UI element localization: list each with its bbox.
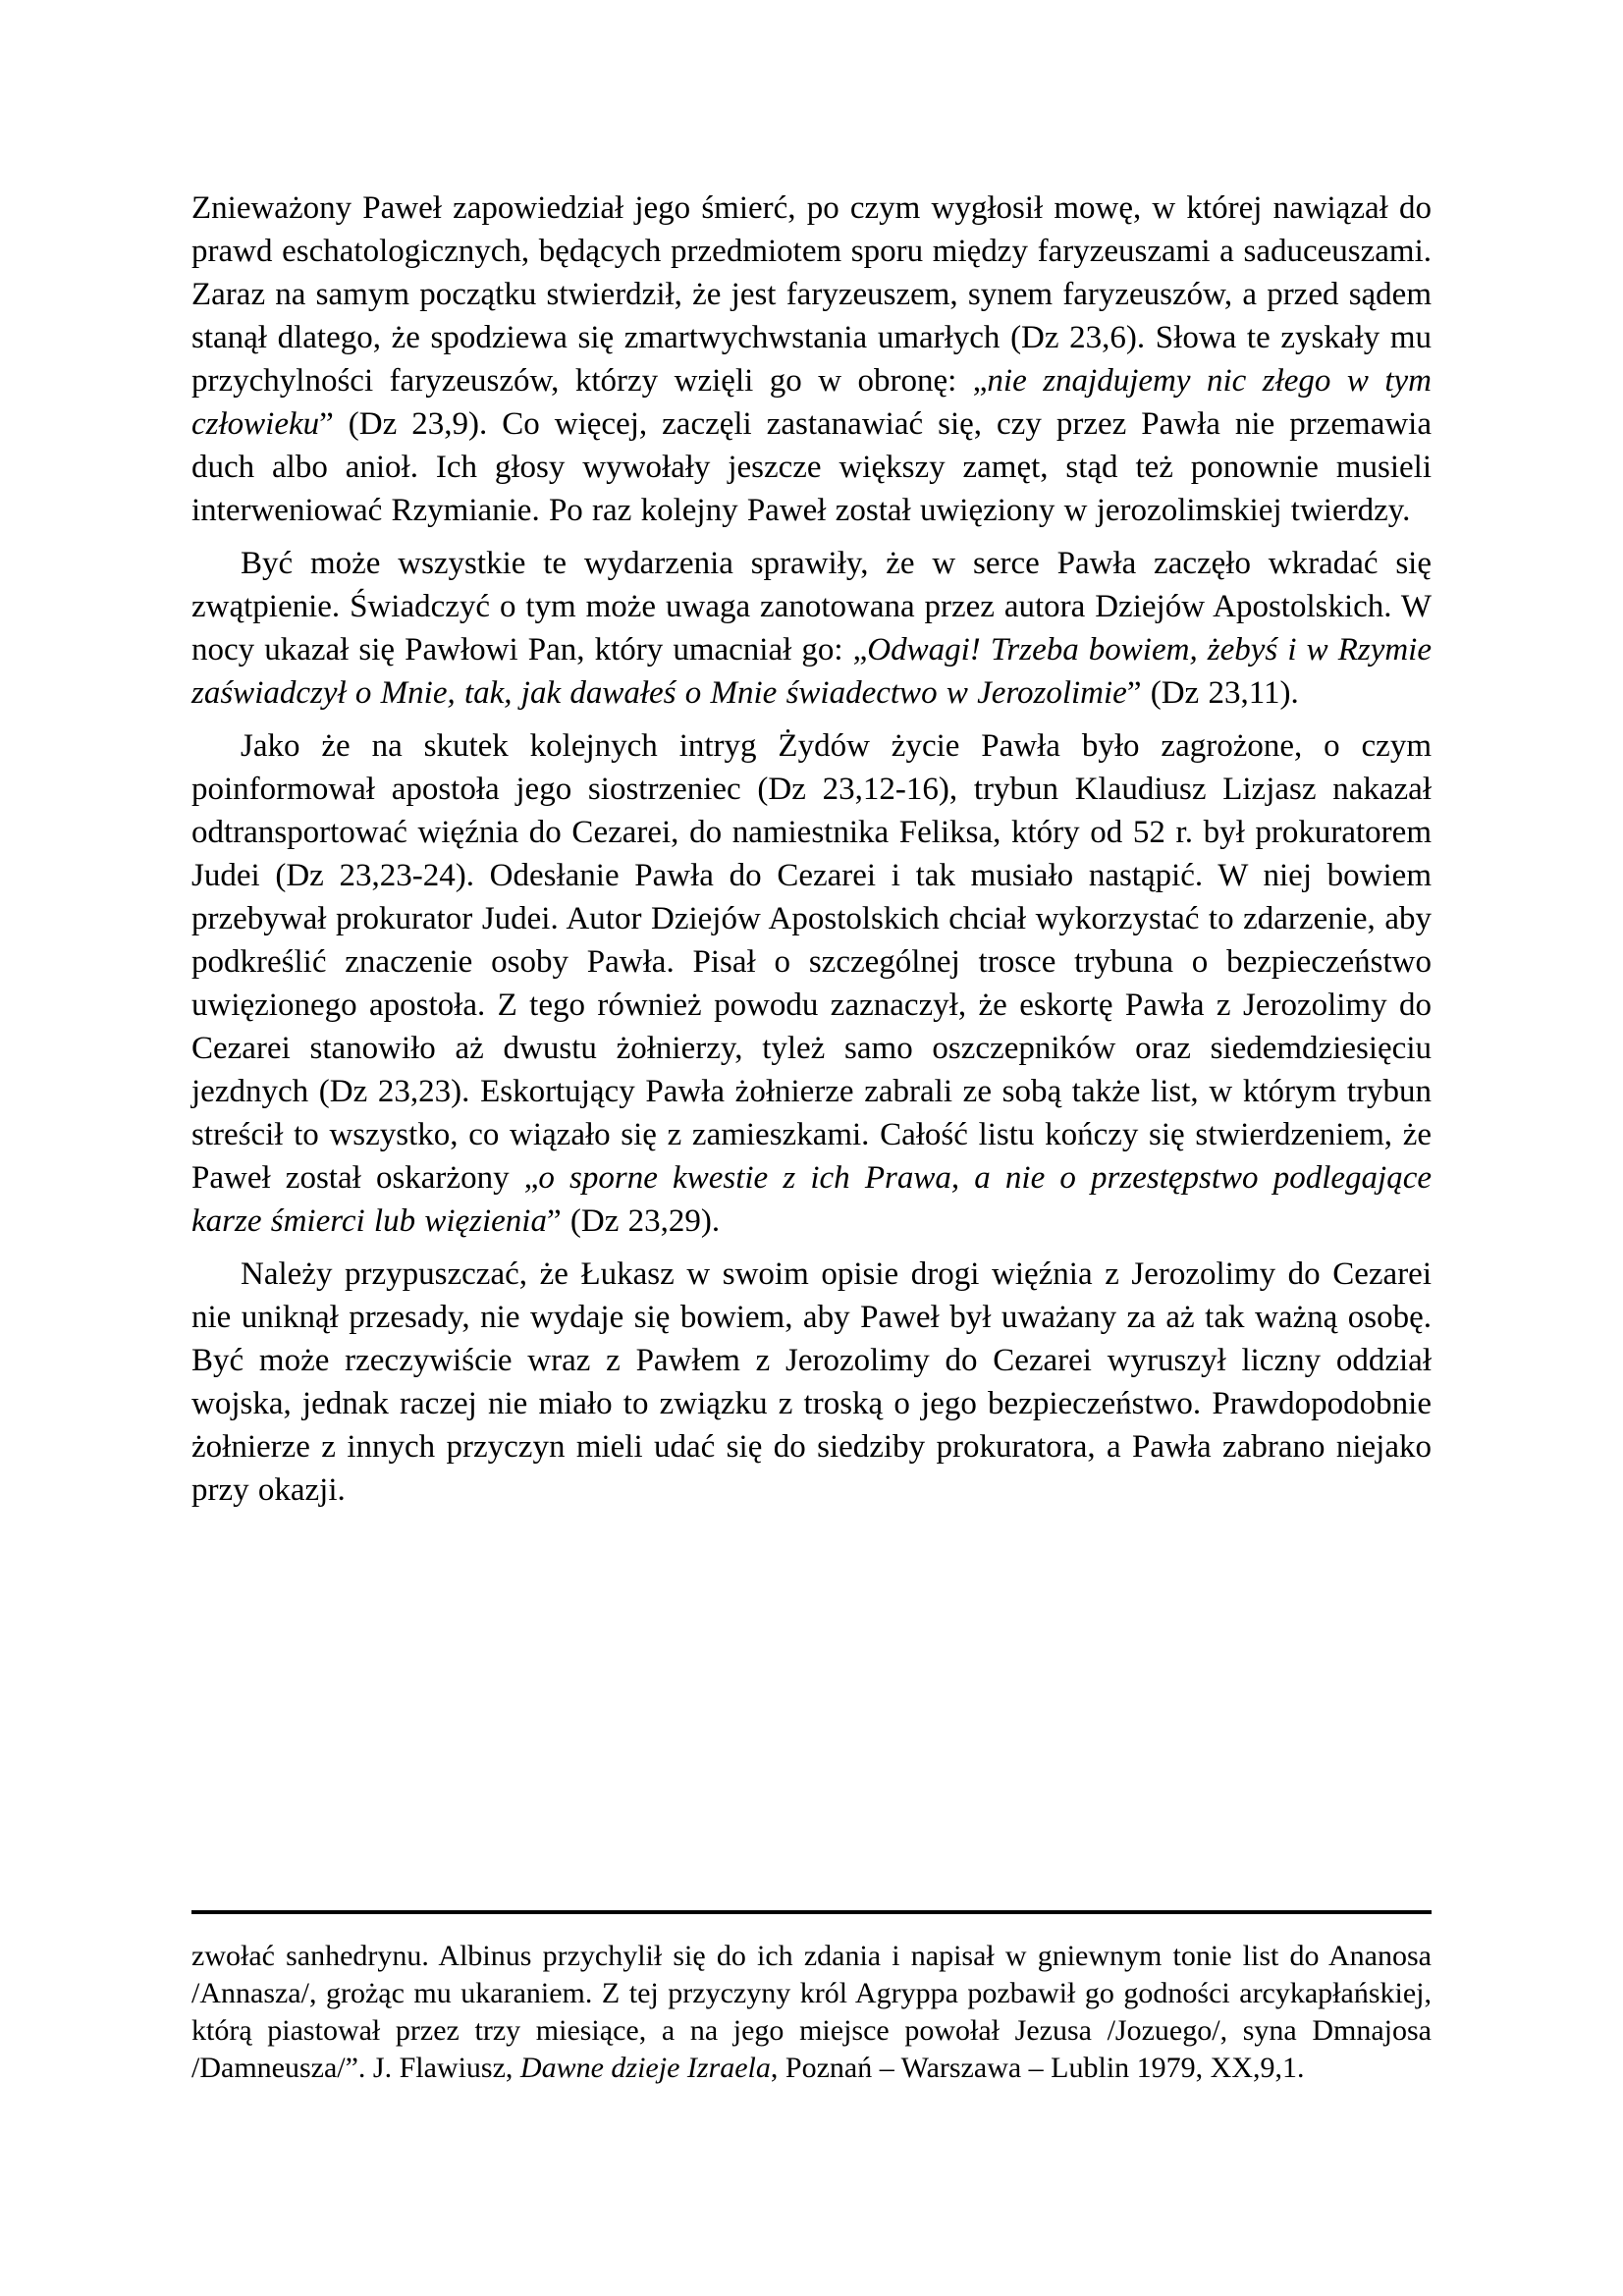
footnote-section — [191, 1910, 1432, 2087]
paragraph-3 — [191, 724, 1432, 1243]
italic-text-run: Dawne dzieje Izraela — [519, 2052, 771, 2084]
text-run: zwołać sanhedrynu. Albinus przychylił się do ich zdania i napisał w gniewnym tonie list do Ananosa /Annasza/, grożąc mu ukaraniem. Z tej przyczyny król Agryppa pozbawił go godności arcykapłańskiej, którą piastował przez trzy miesiące, a na jego miejsce powołał Jezusa /Jozuego/, syna Dmnajosa /Damneusza/”. J. Flawiusz, — [191, 1940, 1432, 2084]
paragraph-1 — [191, 187, 1432, 532]
text-run: Być może wszystkie te wydarzenia sprawiły, że w serce Pawła zaczęło wkradać się zwątpienie. Świadczyć o tym może uwaga zanotowana przez autora Dziejów Apostolskich. W nocy ukazał się Pawłowi Pan, który umacniał go: „ — [191, 546, 1432, 667]
footnote-separator-rule — [191, 1910, 1432, 1914]
paragraph-4 — [191, 1253, 1432, 1512]
italic-text-run: o sporne kwestie z ich Prawa, a nie o przestępstwo podlegające karze śmierci lub więzienia — [191, 1160, 1432, 1239]
text-run: Jako że na skutek kolejnych intryg Żydów życie Pawła było zagrożone, o czym poinformował apostoła jego siostrzeniec (Dz 23,12-16), trybun Klaudiusz Lizjasz nakazał odtransportować więźnia do Cezarei, do namiestnika Feliksa, który od 52 r. był prokuratorem Judei (Dz 23,23-24). Odesłanie Pawła do Cezarei i tak musiało nastąpić. W niej bowiem przebywał prokurator Judei. Autor Dziejów Apostolskich chciał wykorzystać to zdarzenie, aby podkreślić znaczenie osoby Pawła. Pisał o szczególnej trosce trybuna o bezpieczeństwo uwięzionego apostoła. Z tego również powodu zaznaczył, że eskortę Pawła z Jerozolimy do Cezarei stanowiło aż dwustu żołnierzy, tyleż samo oszczepników oraz siedemdziesięciu jezdnych (Dz 23,23). Eskortujący Pawła żołnierze zabrali ze sobą także list, w którym trybun streścił to wszystko, co wiązało się z zamieszkami. Całość listu kończy się stwierdzeniem, że Paweł został oskarżony „ — [191, 728, 1432, 1196]
italic-text-run: nie znajdujemy nic złego w tym człowieku — [191, 363, 1432, 442]
text-run: Znieważony Paweł zapowiedział jego śmierć, po czym wygłosił mowę, w której nawiązał do prawd eschatologicznych, będących przedmiotem sporu między faryzeuszami a saduceuszami. Zaraz na samym początku stwierdził, że jest faryzeuszem, synem faryzeuszów, a przed sądem stanął dlatego, że spodziewa się zmartwychwstania umarłych (Dz 23,6). Słowa te zyskały mu przychylności faryzeuszów, którzy wzięli go w obronę: „ — [191, 190, 1432, 399]
text-run: Należy przypuszczać, że Łukasz w swoim opisie drogi więźnia z Jerozolimy do Cezarei nie uniknął przesady, nie wydaje się bowiem, aby Paweł był uważany za aż tak ważną osobę. Być może rzeczywiście wraz z Pawłem z Jerozolimy do Cezarei wyruszył liczny oddział wojska, jednak raczej nie miało to związku z troską o jego bezpieczeństwo. Prawdopodobnie żołnierze z innych przyczyn mieli udać się do siedziby prokuratora, a Pawła zabrano niejako przy okazji. — [191, 1256, 1432, 1508]
text-run: ” (Dz 23,29). — [546, 1203, 721, 1239]
body-text-column — [191, 187, 1432, 1522]
paragraph-2 — [191, 542, 1432, 715]
text-run: , Poznań – Warszawa – Lublin 1979, XX,9,1. — [770, 2052, 1305, 2084]
text-run: ” (Dz 23,11). — [1126, 675, 1299, 711]
italic-text-run: Odwagi! Trzeba bowiem, żebyś i w Rzymie zaświadczył o Mnie, tak, jak dawałeś o Mnie świadectwo w Jerozolimie — [191, 632, 1432, 711]
footnote-text — [191, 1938, 1432, 2087]
text-run: ” (Dz 23,9). Co więcej, zaczęli zastanawiać się, czy przez Pawła nie przemawia duch albo anioł. Ich głosy wywołały jeszcze większy zamęt, stąd też ponownie musieli interweniować Rzymianie. Po raz kolejny Paweł został uwięziony w jerozolimskiej twierdzy. — [191, 406, 1432, 528]
